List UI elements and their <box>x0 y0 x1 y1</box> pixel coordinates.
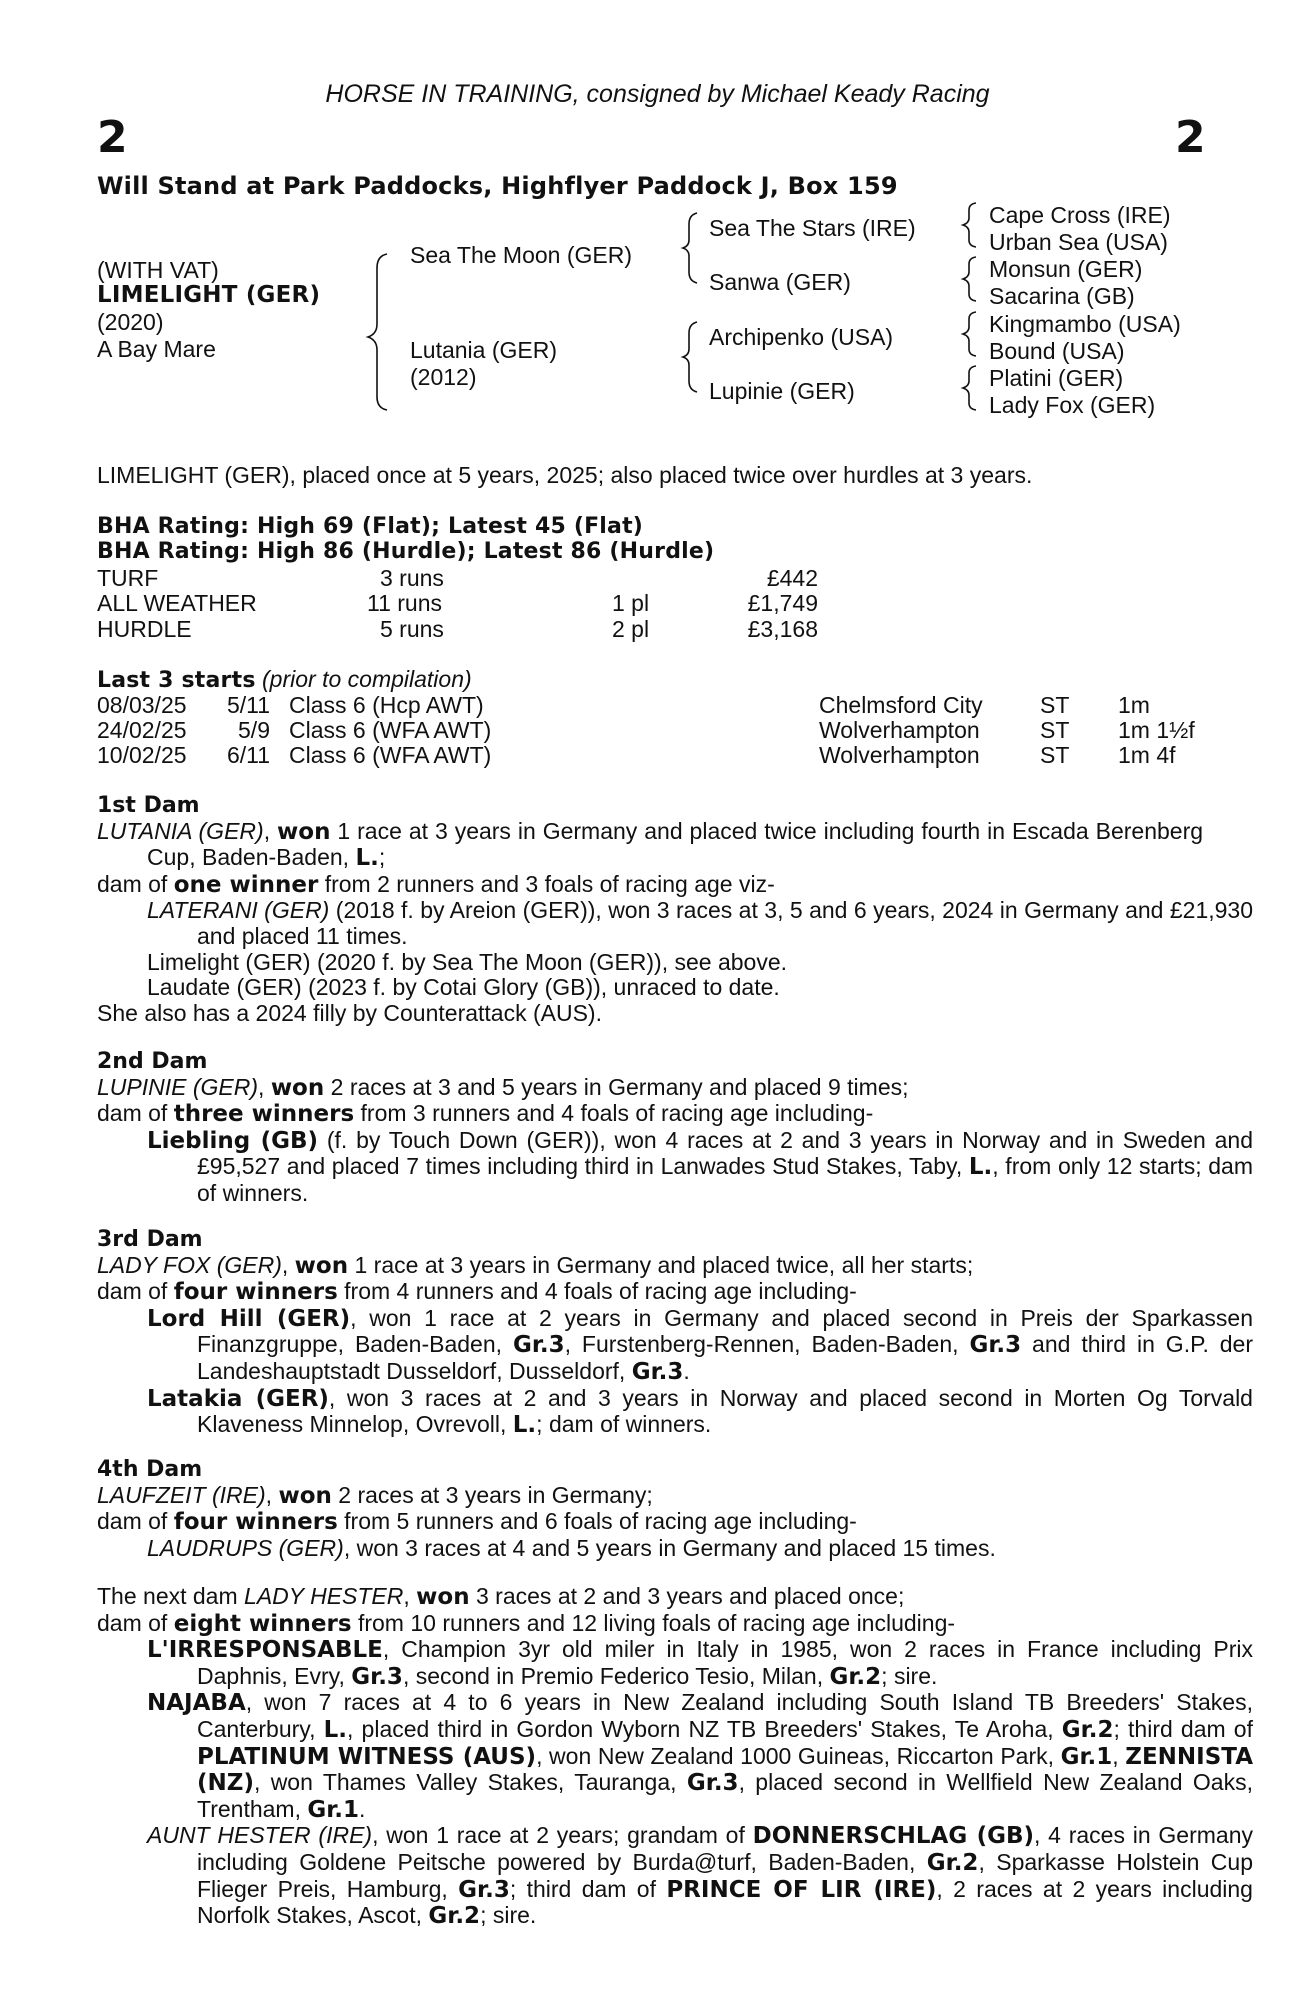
start-position: 5/9 <box>238 717 270 743</box>
text: , won New Zealand 1000 Guineas, Riccarton Park, <box>536 1742 1061 1769</box>
won-label: won <box>270 1074 325 1101</box>
text: from 3 runners and 4 foals of racing age including- <box>354 1100 874 1127</box>
descendant-name: PLATINUM WITNESS (AUS) <box>197 1743 537 1770</box>
ped-ddd: Lady Fox (GER) <box>989 392 1156 418</box>
text: ; sire. <box>480 1902 537 1929</box>
winners-count: one winner <box>173 871 319 898</box>
text: and third in G.P. der Landeshauptstadt Dusseldorf, Dusseldorf, <box>197 1331 1254 1384</box>
grade: Gr.1 <box>307 1796 360 1823</box>
grade: Gr.3 <box>351 1663 403 1690</box>
fourth-dam-record: LAUFZEIT (IRE), won 2 races at 3 years in Germany; <box>97 1481 653 1509</box>
rating-hurdle: BHA Rating: High 86 (Hurdle); Latest 86 (Hurdle) <box>97 539 715 564</box>
text: , Champion 3yr old miler in Italy in 1985, won 2 races in France including Prix Daphnis, Evry, <box>197 1636 1253 1689</box>
dam-name: LAUFZEIT (IRE) <box>97 1481 266 1508</box>
start-position: 5/11 <box>226 692 270 718</box>
text: . <box>359 1795 366 1822</box>
grade: Gr.3 <box>969 1332 1022 1359</box>
ped-dds: Platini (GER) <box>989 365 1124 391</box>
dam-text: 2 races at 3 and 5 years in Germany and placed 9 times; <box>324 1073 909 1100</box>
winners-count: eight winners <box>173 1610 352 1637</box>
dam-name: LADY FOX (GER) <box>97 1251 282 1278</box>
offspring-name: NAJABA <box>147 1690 246 1717</box>
descendant-name: ZENNISTA (NZ) <box>197 1743 1254 1797</box>
grade: Gr.2 <box>1061 1716 1114 1743</box>
offspring-entry: Laudate (GER) (2023 f. by Cotai Glory (GB)), unraced to date. <box>147 974 780 1001</box>
text: , 2 races at 2 years including Norfolk Stakes, Ascot, <box>197 1875 1253 1929</box>
text: ; <box>378 844 386 871</box>
start-date: 08/03/25 <box>97 692 187 718</box>
horse-name: LIMELIGHT (GER) <box>97 282 321 308</box>
winners-count: four winners <box>173 1509 338 1536</box>
text: ; third dam of <box>509 1875 667 1902</box>
first-dam-section <box>97 793 1254 1026</box>
won-label: won <box>294 1252 349 1279</box>
text: from 2 runners and 3 foals of racing age viz- <box>318 870 775 897</box>
text: The next dam <box>97 1583 245 1609</box>
start-course: Chelmsford City <box>819 692 983 718</box>
start-surface: ST <box>1040 742 1070 768</box>
offspring-text: (2018 f. by Areion (GER)), won 3 races at 3, 5 and 6 years, 2024 in Germany and £21,930 and placed 11 times. <box>197 897 1254 949</box>
ped-dss: Kingmambo (USA) <box>989 311 1181 337</box>
first-dam-produce <box>97 872 1203 899</box>
second-dam-produce <box>97 1101 1203 1128</box>
won-label: won <box>277 818 331 845</box>
text: , placed second in Wellfield New Zealand Oaks, Trentham, <box>197 1769 1253 1822</box>
offspring-name: LAUDRUPS (GER) <box>147 1534 344 1561</box>
grade: L. <box>968 1154 993 1181</box>
next-dam-section <box>97 1583 1254 1930</box>
text: dam of <box>97 1508 174 1535</box>
winners-count: four winners <box>173 1279 338 1306</box>
record-runs: 3 runs <box>380 565 444 591</box>
dam-text: 3 races at 2 and 3 years and placed once; <box>469 1583 905 1609</box>
text: , from only 12 starts; dam of winners. <box>197 1153 1254 1206</box>
race-summary: LIMELIGHT (GER), placed once at 5 years, 2025; also placed twice over hurdles at 3 years. <box>97 462 1033 488</box>
record-prize: £1,749 <box>747 590 818 616</box>
offspring-text: (f. by Touch Down (GER)), won 4 races at 2 and 3 years in Norway and in Sweden and £95,527 and placed 7 times including third in Lanwades Stud Stakes, Taby, <box>197 1126 1253 1180</box>
text: , placed third in Gordon Wyborn NZ TB Breeders' Stakes, Te Aroha, <box>347 1715 1062 1742</box>
offspring-name: Liebling (GB) <box>147 1127 319 1154</box>
text: dam of <box>97 1278 174 1305</box>
text: ; third dam of <box>1113 1715 1253 1742</box>
sire-sire: Sea The Stars (IRE) <box>709 215 916 241</box>
first-dam-heading: 1st Dam <box>97 793 200 818</box>
start-class: Class 6 (WFA AWT) <box>289 742 492 768</box>
record-surface: TURF <box>97 565 159 591</box>
lot-number-left: 2 <box>97 112 128 163</box>
third-dam-heading: 3rd Dam <box>97 1227 203 1252</box>
offspring-text: , won 3 races at 4 and 5 years in Germany and placed 15 times. <box>343 1534 996 1561</box>
offspring-name: LATERANI (GER) <box>147 897 330 924</box>
grade: Gr.3 <box>458 1876 510 1903</box>
offspring-name: Lord Hill (GER) <box>147 1305 351 1332</box>
record-placed: 2 pl <box>612 616 650 642</box>
descendant-name: PRINCE OF LIR (IRE) <box>666 1876 937 1903</box>
start-distance: 1m 1½f <box>1118 717 1195 743</box>
start-distance: 1m 4f <box>1118 742 1176 768</box>
ped-ssd: Urban Sea (USA) <box>989 229 1168 255</box>
last-starts-note: (prior to compilation) <box>262 666 472 692</box>
dam-sire: Archipenko (USA) <box>709 324 894 350</box>
sire-dam: Sanwa (GER) <box>709 269 851 295</box>
grade: Gr.2 <box>926 1849 979 1876</box>
dam-year: (2012) <box>410 364 477 390</box>
text: , won 1 race at 2 years; grandam of <box>372 1822 753 1849</box>
winners-count: three winners <box>173 1101 355 1128</box>
grade: Gr.1 <box>1060 1743 1113 1770</box>
sire: Sea The Moon (GER) <box>410 242 633 268</box>
fourth-dam-produce <box>97 1509 1203 1536</box>
start-class: Class 6 (Hcp AWT) <box>289 692 484 718</box>
offspring-entry <box>147 1128 1253 1207</box>
dam-name: LADY HESTER <box>244 1583 404 1609</box>
second-dam-heading: 2nd Dam <box>97 1049 208 1074</box>
third-dam-record: LADY FOX (GER), won 1 race at 3 years in Germany and placed twice, all her starts; <box>97 1251 974 1279</box>
text: , Sparkasse Holstein Cup Flieger Preis, Hamburg, <box>197 1848 1254 1902</box>
offspring-name: L'IRRESPONSABLE <box>147 1637 383 1664</box>
text: , second in Premio Federico Tesio, Milan, <box>402 1662 830 1689</box>
start-surface: ST <box>1040 692 1070 718</box>
ped-sds: Monsun (GER) <box>989 256 1143 282</box>
offspring-entry <box>147 898 1253 949</box>
text: , won Thames Valley Stakes, Tauranga, <box>253 1769 687 1796</box>
text: , won 7 races at 4 to 6 years in New Zealand including South Island TB Breeders' Stakes, Canterbury, <box>197 1689 1253 1742</box>
offspring-entry <box>147 1690 1253 1823</box>
fourth-dam-section <box>97 1457 1203 1561</box>
offspring-entry <box>147 1823 1253 1929</box>
ped-dsd: Bound (USA) <box>989 338 1125 364</box>
grade: Gr.3 <box>512 1332 565 1359</box>
text: ; sire. <box>881 1662 938 1689</box>
next-dam-produce <box>97 1611 1203 1638</box>
grade: Gr.3 <box>686 1770 739 1797</box>
grade: L. <box>355 845 379 872</box>
second-dam-section <box>97 1049 1254 1207</box>
text: dam of <box>97 1609 174 1636</box>
text: from 5 runners and 6 foals of racing age including- <box>337 1508 857 1535</box>
record-prize: £3,168 <box>747 616 818 642</box>
text: dam of <box>97 870 174 897</box>
fourth-dam-heading: 4th Dam <box>97 1457 203 1482</box>
first-dam-record: LUTANIA (GER), won 1 race at 3 years in Germany and placed twice including fourth in Escada Berenberg Cup, Baden-Baden, L.; <box>97 817 1204 872</box>
start-class: Class 6 (WFA AWT) <box>289 717 492 743</box>
dam-text: 1 race at 3 years in Germany and placed twice including fourth in Escada Berenberg Cup, Baden-Baden, <box>147 817 1204 871</box>
text: , <box>1112 1742 1126 1769</box>
won-label: won <box>416 1584 470 1610</box>
offspring-entry <box>147 1306 1253 1386</box>
dam-text: 1 race at 3 years in Germany and placed twice, all her starts; <box>348 1251 974 1278</box>
third-dam-section <box>97 1227 1254 1439</box>
dam-name: LUPINIE (GER) <box>97 1073 259 1100</box>
grade: Gr.2 <box>829 1663 882 1690</box>
record-prize: £442 <box>766 565 818 591</box>
text: , won 3 races at 2 and 3 years in Norway and placed second in Morten Og Torvald Klaveness Minnelop, Ovrevoll, <box>197 1384 1253 1438</box>
record-runs: 5 runs <box>380 616 444 642</box>
record-runs: 11 runs <box>367 590 443 616</box>
text: , won 1 race at 2 years in Germany and placed second in Preis der Sparkassen Finanzgruppe, Baden-Baden, <box>197 1304 1253 1358</box>
text: from 4 runners and 4 foals of racing age including- <box>337 1278 857 1305</box>
offspring-entry <box>147 1536 1203 1562</box>
second-dam-record: LUPINIE (GER), won 2 races at 3 and 5 years in Germany and placed 9 times; <box>97 1073 909 1101</box>
descendant-name: DONNERSCHLAG (GB) <box>752 1823 1035 1850</box>
text: ; dam of winners. <box>536 1411 712 1438</box>
won-label: won <box>278 1482 332 1509</box>
text: , Furstenberg-Rennen, Baden-Baden, <box>564 1331 970 1358</box>
offspring-name: Latakia (GER) <box>147 1385 329 1412</box>
start-course: Wolverhampton <box>819 717 980 743</box>
third-dam-produce <box>97 1279 1203 1306</box>
last-starts-title: Last 3 starts <box>97 668 256 693</box>
record-surface: ALL WEATHER <box>97 590 257 616</box>
dam-text: 2 races at 3 years in Germany; <box>331 1481 653 1508</box>
horse-year: (2020) <box>97 309 164 335</box>
offspring-entry <box>147 1386 1253 1439</box>
start-distance: 1m <box>1118 692 1150 718</box>
catalogue-heading: HORSE IN TRAINING, consigned by Michael Keady Racing <box>325 80 990 108</box>
start-date: 10/02/25 <box>97 742 187 768</box>
offspring-entry <box>147 1637 1253 1690</box>
dam: Lutania (GER) <box>410 337 558 363</box>
record-placed: 1 pl <box>612 590 650 616</box>
text: from 10 runners and 12 living foals of racing age including- <box>351 1609 956 1636</box>
last-starts-heading <box>97 666 472 693</box>
offspring-name: AUNT HESTER (IRE) <box>147 1822 373 1849</box>
start-date: 24/02/25 <box>97 717 187 743</box>
ped-sss: Cape Cross (IRE) <box>989 202 1171 228</box>
start-position: 6/11 <box>226 742 270 768</box>
text: , 4 races in Germany including Goldene Peitsche powered by Burda@turf, Baden-Baden, <box>197 1822 1253 1875</box>
rating-flat: BHA Rating: High 69 (Flat); Latest 45 (Flat) <box>97 514 644 539</box>
record-surface: HURDLE <box>97 616 192 642</box>
grade: L. <box>512 1412 537 1439</box>
next-dam-record: The next dam LADY HESTER, won 3 races at 2 and 3 years and placed once; <box>97 1583 905 1610</box>
dam-name: LUTANIA (GER) <box>97 817 264 844</box>
pedigree-braces <box>0 0 1315 430</box>
lot-number-right: 2 <box>1175 112 1206 163</box>
text: dam of <box>97 1100 174 1127</box>
grade: Gr.3 <box>631 1358 684 1385</box>
grade: Gr.2 <box>428 1903 481 1930</box>
text: . <box>683 1357 690 1384</box>
start-course: Wolverhampton <box>819 742 980 768</box>
vat-note: (WITH VAT) <box>97 257 219 283</box>
horse-description: A Bay Mare <box>97 336 216 362</box>
first-dam-note: She also has a 2024 filly by Counterattack (AUS). <box>97 999 602 1026</box>
ped-sdd: Sacarina (GB) <box>989 283 1135 309</box>
stand-location: Will Stand at Park Paddocks, Highflyer Paddock J, Box 159 <box>97 172 898 200</box>
grade: L. <box>323 1716 348 1743</box>
start-surface: ST <box>1040 717 1070 743</box>
offspring-entry: Limelight (GER) (2020 f. by Sea The Moon (GER)), see above. <box>147 948 788 975</box>
dam-dam: Lupinie (GER) <box>709 378 855 404</box>
